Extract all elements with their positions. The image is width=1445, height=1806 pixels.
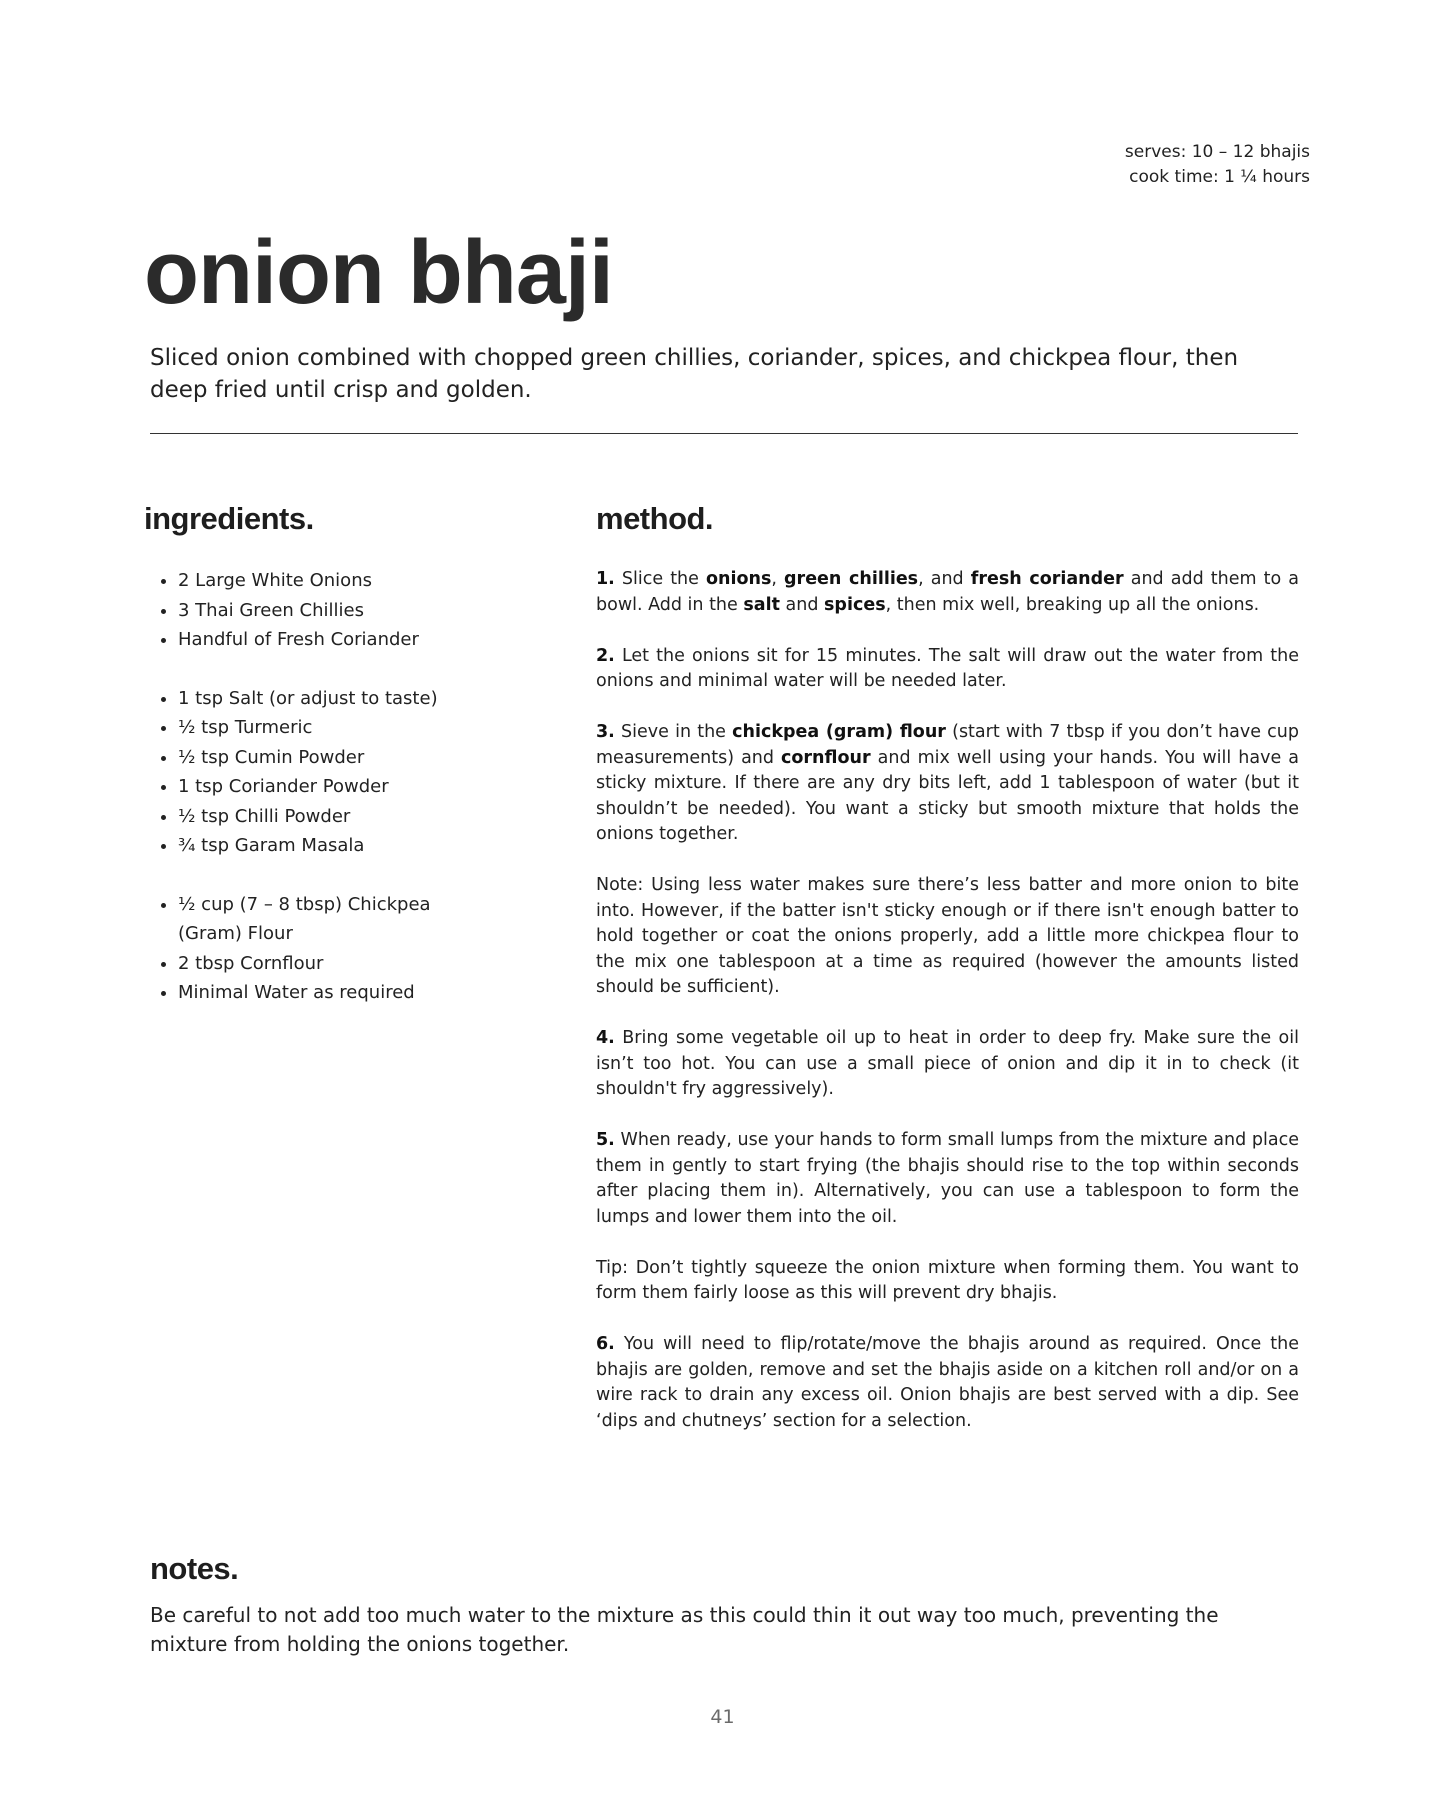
ingredients-heading: ingredients.	[144, 501, 314, 536]
ingredient-group	[150, 684, 480, 861]
ingredient-item: • 3 Thai Green Chillies	[178, 596, 480, 626]
method-step-2: 2. Let the onions sit for 15 minutes. The salt will draw out the water from the onions and minimal water will be needed later.	[596, 645, 1299, 691]
method-step-3: 3. Sieve in the chickpea (gram) flour (start with 7 tbsp if you don’t have cup measurements) and cornflour and mix well using your hands. You will have a sticky mixture. If there are any dry bits left, add 1 tablespoon of water (but it shouldn’t be needed). You want a sticky but smooth mixture that holds the onions together.	[596, 722, 1299, 844]
notes-text: Be careful to not add too much water to the mixture as this could thin it out way too much, preventing the mixture from holding the onions together.	[150, 1603, 1219, 1656]
cook-time-text: cook time: 1 ¼ hours	[1129, 167, 1310, 187]
ingredient-item: • 1 tsp Salt (or adjust to taste)	[178, 684, 480, 714]
method-note: Note: Using less water makes sure there’s less batter and more onion to bite into. However, if the batter isn't sticky enough or if there isn't enough batter to hold together or coat the onions properly, add a little more chickpea flour to the mix one tablespoon at a time as required (however the amounts listed should be sufficient).	[596, 875, 1299, 997]
ingredient-group	[150, 890, 480, 1008]
ingredient-item: • 2 Large White Onions	[178, 566, 480, 596]
ingredient-item: • ½ tsp Turmeric	[178, 713, 480, 743]
ingredient-item: • ½ tsp Cumin Powder	[178, 743, 480, 773]
method-heading: method.	[596, 501, 714, 536]
ingredient-item: • Minimal Water as required	[178, 978, 480, 1008]
divider	[150, 433, 1298, 434]
notes-heading: notes.	[150, 1551, 239, 1586]
method-step-4: 4. Bring some vegetable oil up to heat in order to deep fry. Make sure the oil isn’t too hot. You can use a small piece of onion and dip it in to check (it shouldn't fry aggressively).	[596, 1028, 1299, 1099]
page-number: 41	[710, 1706, 735, 1728]
serves-text: serves: 10 – 12 bhajis	[1124, 142, 1310, 162]
ingredient-item: • 2 tbsp Cornflour	[178, 949, 480, 979]
ingredients-list	[150, 566, 480, 1008]
method-steps	[596, 567, 1299, 1460]
recipe-title: onion bhaji	[144, 223, 613, 323]
method-step-5: 5. When ready, use your hands to form small lumps from the mixture and place them in gently to start frying (the bhajis should rise to the top within seconds after placing them in). Alternatively, you can use a tablespoon to form the lumps and lower them into the oil.	[596, 1130, 1299, 1227]
ingredient-item: • ¾ tsp Garam Masala	[178, 831, 480, 861]
ingredient-group	[150, 566, 480, 655]
method-step-1: 1. Slice the onions, green chillies, and fresh coriander and add them to a bowl. Add in the salt and spices, then mix well, breaking up all the onions.	[596, 569, 1299, 615]
recipe-meta	[1125, 140, 1310, 190]
ingredient-item: • ½ tsp Chilli Powder	[178, 802, 480, 832]
method-step-6: 6. You will need to flip/rotate/move the bhajis around as required. Once the bhajis are golden, remove and set the bhajis aside on a kitchen roll and/or on a wire rack to drain any excess oil. Onion bhajis are best served with a dip. See ‘dips and chutneys’ section for a selection.	[596, 1334, 1299, 1431]
ingredient-item: • Handful of Fresh Coriander	[178, 625, 480, 655]
ingredient-item: • ½ cup (7 – 8 tbsp) Chickpea (Gram) Flour	[178, 890, 480, 949]
ingredient-item: • 1 tsp Coriander Powder	[178, 772, 480, 802]
method-tip: Tip: Don’t tightly squeeze the onion mixture when forming them. You want to form them fairly loose as this will prevent dry bhajis.	[596, 1257, 1299, 1303]
recipe-subtitle: Sliced onion combined with chopped green chillies, coriander, spices, and chickpea flour, then deep fried until crisp and golden.	[150, 345, 1239, 403]
